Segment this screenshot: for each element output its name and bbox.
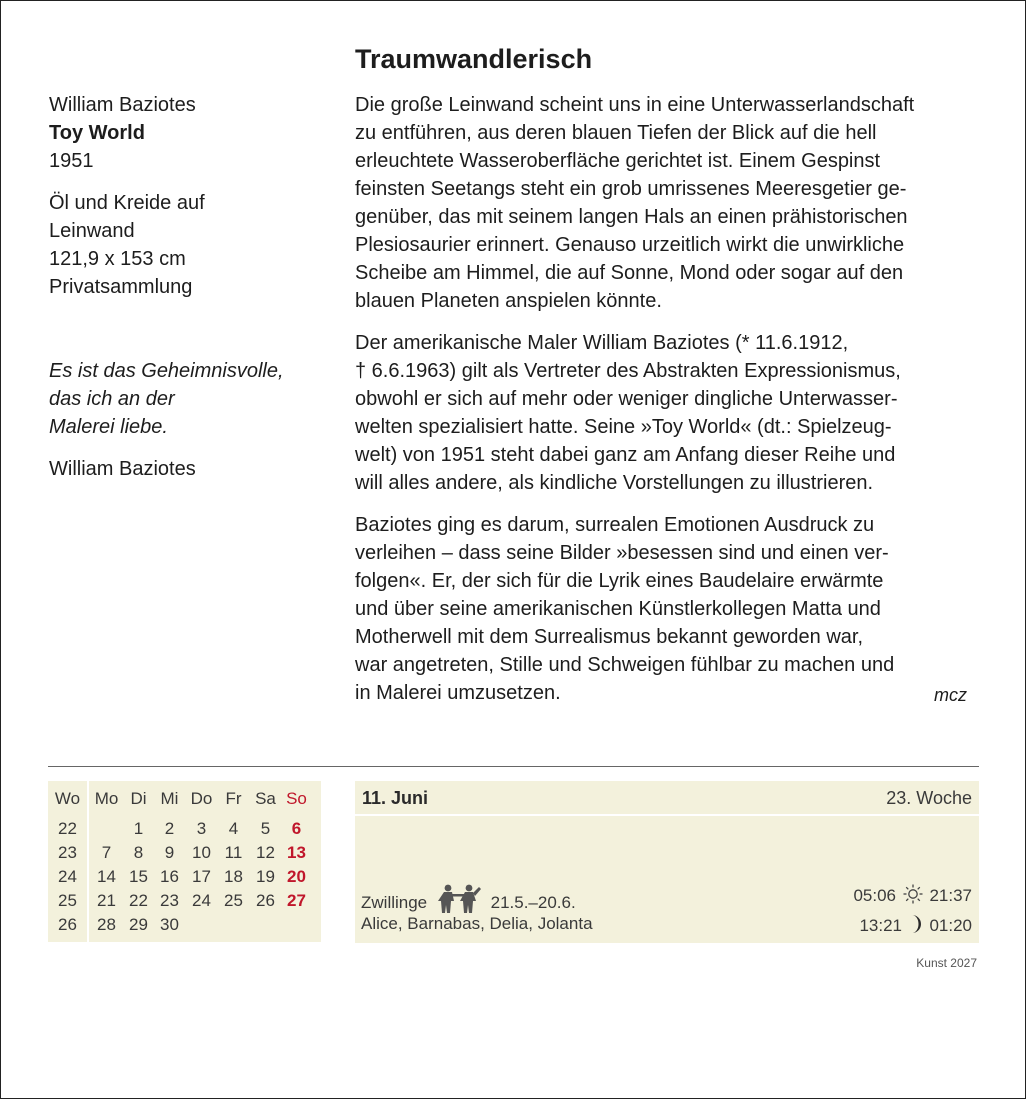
author-signature: mcz <box>934 685 967 705</box>
calendar-day: 4 <box>228 819 239 838</box>
moonrise-time: 13:21 <box>859 916 902 935</box>
calendar-day: 13 <box>287 843 306 862</box>
calendar-day: 6 <box>291 819 302 838</box>
article-line: Motherwell mit dem Surrealismus bekannt geworden war, <box>355 626 863 648</box>
calendar-header-so: So <box>286 789 307 808</box>
sun-icon <box>903 884 923 909</box>
calendar-header-mi: Mi <box>160 789 179 808</box>
sun-times <box>853 884 972 909</box>
article-line: Baziotes ging es darum, surrealen Emotionen Ausdruck zu <box>355 514 875 536</box>
calendar-header-wo: Wo <box>54 789 81 808</box>
artwork-medium-line2: Leinwand <box>49 220 135 242</box>
quote-line: Malerei liebe. <box>49 416 168 438</box>
calendar-week-number: 26 <box>58 915 77 934</box>
article-paragraph <box>355 91 980 315</box>
calendar-day: 29 <box>129 915 148 934</box>
artwork-info <box>49 91 329 483</box>
artwork-year: 1951 <box>49 150 94 172</box>
day-header <box>355 781 979 814</box>
calendar-day: 15 <box>129 867 148 886</box>
calendar-header-fr: Fr <box>225 789 242 808</box>
calendar-day: 23 <box>160 891 179 910</box>
quote-line: das ich an der <box>49 388 175 410</box>
article-line: Scheibe am Himmel, die auf Sonne, Mond oder sogar auf den <box>355 262 904 284</box>
calendar-week-number: 23 <box>58 843 77 862</box>
article-body <box>355 91 980 721</box>
article-line: will alles andere, als kindliche Vorstellungen zu illustrieren. <box>355 472 874 494</box>
article-line: Plesiosaurier erinnert. Genauso urzeitlich wirkt die unwirkliche <box>355 234 905 256</box>
calendar-header-mo: Mo <box>94 789 119 808</box>
article-line: obwohl er sich auf mehr oder weniger dingliche Unterwasser- <box>355 388 898 410</box>
article-heading: Traumwandlerisch <box>355 44 593 74</box>
week-number: 23. Woche <box>886 788 972 808</box>
artwork-collection: Privatsammlung <box>49 276 193 298</box>
artwork-medium-line1: Öl und Kreide auf <box>49 192 205 214</box>
calendar-header-sa: Sa <box>255 789 276 808</box>
quote-line: Es ist das Geheimnisvolle, <box>49 360 284 382</box>
calendar-day: 26 <box>256 891 275 910</box>
divider <box>48 766 979 767</box>
article-line: Die große Leinwand scheint uns in eine Unterwasserlandschaft <box>355 94 915 116</box>
quote-author: William Baziotes <box>49 458 196 480</box>
calendar-day: 30 <box>160 915 179 934</box>
footer-label: Kunst 2027 <box>916 956 977 970</box>
article-line: † 6.6.1963) gilt als Vertreter des Abstrakten Expressionismus, <box>355 360 901 382</box>
calendar-header-do: Do <box>190 789 213 808</box>
calendar-day: 10 <box>192 843 211 862</box>
calendar-day: 7 <box>101 843 112 862</box>
calendar-day: 1 <box>133 819 144 838</box>
article-line: folgen«. Er, der sich für die Lyrik eines Baudelaire erwärmte <box>355 570 884 592</box>
artwork-dimensions: 121,9 x 153 cm <box>49 248 186 270</box>
article-paragraph <box>355 511 980 707</box>
artwork-title: Toy World <box>49 122 145 144</box>
calendar-day: 8 <box>133 843 144 862</box>
calendar-header-di: Di <box>130 789 147 808</box>
name-days: Alice, Barnabas, Delia, Jolanta <box>361 914 593 933</box>
moon-times <box>859 914 972 939</box>
calendar-day: 22 <box>129 891 148 910</box>
article-line: feinsten Seetangs steht ein grob umrissenes Meeresgetier ge- <box>355 178 907 200</box>
artist-name: William Baziotes <box>49 94 196 116</box>
article-line: verleihen – dass seine Bilder »besessen sind und einen ver- <box>355 542 889 564</box>
calendar-day: 9 <box>164 843 175 862</box>
calendar-day: 3 <box>196 819 207 838</box>
zodiac-name: Zwillinge <box>361 893 428 912</box>
article-line: genüber, das mit seinem langen Hals an einen prähistorischen <box>355 206 908 228</box>
article-line: blauen Planeten anspielen könnte. <box>355 290 662 312</box>
calendar-day: 27 <box>287 891 306 910</box>
moonset-time: 01:20 <box>929 916 972 935</box>
article-line: erleuchtete Wasseroberfläche gerichtet ist. Einem Gespinst <box>355 150 881 172</box>
calendar-day: 5 <box>260 819 271 838</box>
calendar-week-separator <box>87 781 89 942</box>
calendar-day: 20 <box>287 867 306 886</box>
sunrise-time: 05:06 <box>853 886 896 905</box>
calendar-day: 21 <box>97 891 116 910</box>
calendar-day: 17 <box>192 867 211 886</box>
article-line: war angetreten, Stille und Schweigen fühlbar zu machen und <box>355 654 895 676</box>
calendar-day: 19 <box>256 867 275 886</box>
calendar-day: 14 <box>97 867 116 886</box>
article-line: und über seine amerikanischen Künstlerkollegen Matta und <box>355 598 881 620</box>
quote <box>49 357 329 441</box>
moon-icon <box>909 914 923 939</box>
article-line: Der amerikanische Maler William Baziotes (* 11.6.1912, <box>355 332 849 354</box>
article-line: zu entführen, aus deren blauen Tiefen der Blick auf die hell <box>355 122 877 144</box>
calendar-day: 24 <box>192 891 211 910</box>
calendar-day: 12 <box>256 843 275 862</box>
article-line: in Malerei umzusetzen. <box>355 682 561 704</box>
calendar-week-number: 24 <box>58 867 77 886</box>
calendar-week-number: 25 <box>58 891 77 910</box>
article-line: welten spezialisiert hatte. Seine »Toy World« (dt.: Spielzeug- <box>355 416 892 438</box>
calendar-day: 18 <box>224 867 243 886</box>
calendar-day: 2 <box>164 819 175 838</box>
calendar-day: 28 <box>97 915 116 934</box>
day-date: 11. Juni <box>362 788 429 808</box>
calendar-week-number: 22 <box>58 819 77 838</box>
sunset-time: 21:37 <box>929 886 972 905</box>
article-line: welt) von 1951 steht dabei ganz am Anfang dieser Reihe und <box>355 444 896 466</box>
article-paragraph <box>355 329 980 497</box>
month-calendar <box>48 781 321 942</box>
calendar-day: 25 <box>224 891 243 910</box>
zodiac-range: 21.5.–20.6. <box>490 893 576 912</box>
day-details <box>355 816 979 943</box>
calendar-day: 16 <box>160 867 179 886</box>
calendar-day: 11 <box>224 843 243 862</box>
